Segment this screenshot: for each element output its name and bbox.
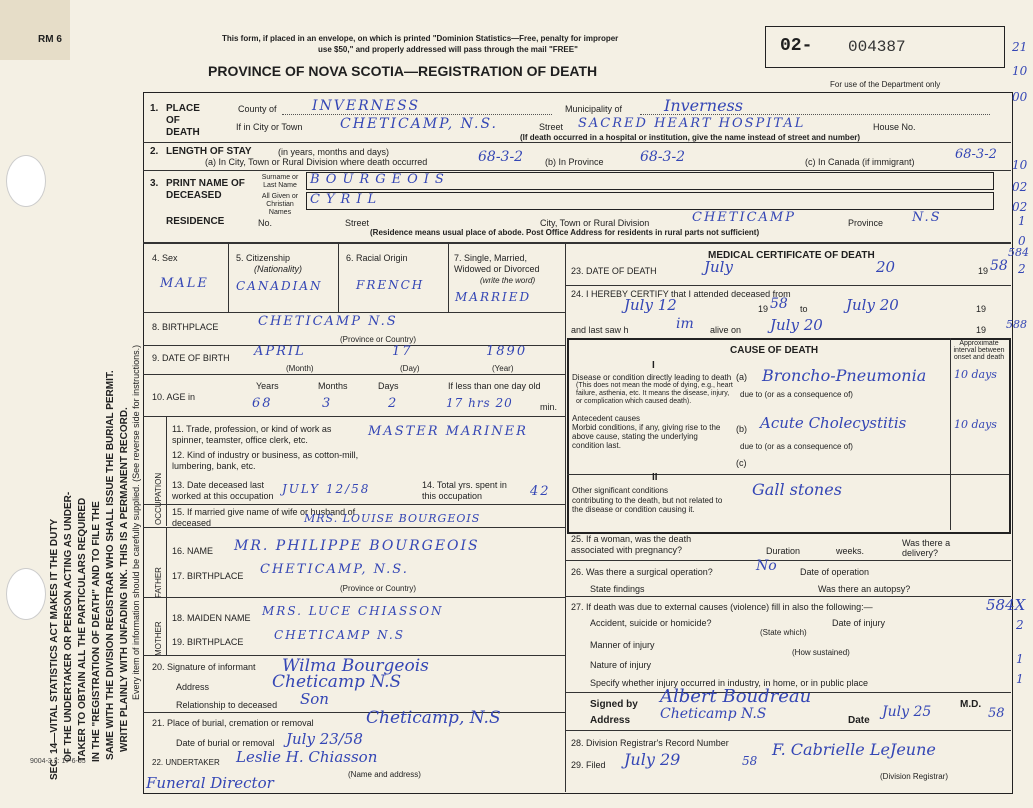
print-code: 9004-3.2: 17-6-55 — [30, 758, 86, 765]
informant-sig: Wilma Bourgeois — [282, 656, 429, 676]
undertaker-value: Leslie H. Chiasson — [236, 748, 378, 766]
birthplace-sub: (Province or Country) — [340, 335, 417, 344]
stay-sub: (in years, months and days) — [278, 147, 390, 157]
date-value: July 25 — [882, 704, 932, 720]
roman-2: II — [652, 472, 658, 483]
cause-title: CAUSE OF DEATH — [730, 345, 819, 356]
torn-corner — [0, 0, 70, 60]
manner-label: Manner of injury — [590, 640, 655, 650]
q13-value: JULY 12/58 — [282, 482, 371, 496]
dept-note: For use of the Department only — [830, 80, 941, 89]
stay-c-value: 68-3-2 — [955, 147, 997, 162]
q28-label: 28. Division Registrar's Record Number — [571, 738, 729, 748]
attended-to: July 20 — [846, 296, 899, 314]
v-sep-1 — [228, 242, 229, 312]
occ-sep — [166, 416, 167, 526]
marital-sub: (write the word) — [480, 276, 536, 285]
attended-from: July 12 — [624, 296, 677, 314]
informant-addr: Cheticamp N.S — [272, 672, 402, 692]
stay-a-value: 68-3-2 — [478, 149, 524, 165]
margin-code-12: 2 — [1016, 618, 1024, 632]
name-number: 3. — [150, 178, 159, 189]
stay-b-value: 68-3-2 — [640, 149, 686, 165]
q29-label: 29. Filed — [571, 760, 606, 770]
nature-label: Nature of injury — [590, 660, 652, 670]
q24-label: 24. I HEREBY CERTIFY that I attended deceased from — [571, 289, 791, 299]
street-value: SACRED HEART HOSPITAL — [578, 116, 806, 131]
city-label: If in City or Town — [236, 122, 303, 132]
mail-notice-2: use $50," and properly addressed will pass through the mail "FREE" — [318, 45, 578, 54]
mother-sep — [166, 597, 167, 655]
county-value: INVERNESS — [312, 98, 421, 114]
registration-number: 004387 — [848, 38, 906, 56]
q14-label: 14. Total yrs. spent in this occupation — [422, 480, 507, 501]
attended-yr2: 19 — [976, 304, 987, 314]
q11-label: 11. Trade, profession, or kind of work as spinner, teamster, office clerk, etc. — [172, 424, 332, 445]
undertaker-sub: (Name and address) — [348, 770, 421, 779]
dob-day-sub: (Day) — [400, 364, 420, 373]
due-to-1: due to (or as a consequence of) — [740, 390, 853, 399]
citizenship-label: 5. Citizenship — [236, 253, 291, 263]
death-year-pre: 19 — [978, 266, 989, 276]
given-box — [306, 192, 994, 210]
divider-2 — [143, 170, 1011, 171]
specify-label: Specify whether injury occurred in industry, in home, or in public place — [590, 678, 868, 688]
q23-label: 23. DATE OF DEATH — [571, 266, 657, 276]
cause-b: Acute Cholecystitis — [760, 414, 907, 432]
sex-label: 4. Sex — [152, 253, 178, 263]
disease-note: (This does not mean the mode of dying, e.g., heart failure, asthenia, etc. It means the disease, injury, or complication which caused death). — [576, 382, 733, 405]
father-bp-sub: (Province or Country) — [340, 584, 417, 593]
occupation-section-label: OCCUPATION — [154, 472, 163, 525]
cause-divider — [567, 474, 1009, 475]
age-hours: 17 hrs 20 — [446, 396, 513, 410]
punch-hole-bottom — [6, 568, 46, 620]
lastsaw-label: and last saw h — [571, 325, 629, 335]
municipality-label: Municipality of — [565, 104, 623, 114]
race-label: 6. Racial Origin — [346, 253, 408, 263]
mother-bp-label: 19. BIRTHPLACE — [172, 637, 244, 647]
place-note: (If death occurred in a hospital or institution, give the name instead of street and number) — [520, 133, 861, 142]
cause-a-interval: 10 days — [954, 368, 997, 381]
age-lessday-label: If less than one day old — [448, 381, 541, 391]
burial-place-label: 21. Place of burial, cremation or removal — [152, 718, 314, 728]
v-sep-2 — [338, 242, 339, 312]
form-code: RM 6 — [38, 34, 62, 45]
county-line — [282, 114, 552, 115]
informant-addr-label: Address — [176, 682, 210, 692]
other-note: contributing to the death, but not related to the disease or condition causing it. — [572, 496, 723, 514]
cause-a: Broncho-Pneumonia — [762, 366, 927, 385]
stay-a-label: (a) In City, Town or Rural Division where death occurred — [205, 157, 428, 167]
signed-label: Signed by — [590, 699, 638, 710]
given-value: CYRIL — [310, 192, 383, 207]
alive-yr: 19 — [976, 325, 987, 335]
age-years: 68 — [252, 396, 273, 411]
q13-label: 13. Date deceased last worked at this occupation — [172, 480, 274, 501]
registration-prefix: 02- — [780, 36, 813, 56]
punch-hole-top — [6, 155, 46, 207]
dob-year-sub: (Year) — [492, 364, 514, 373]
due-to-2: due to (or as a consequence of) — [740, 442, 853, 451]
funeral-director-note: Funeral Director — [146, 774, 274, 792]
dob-label: 9. DATE OF BIRTH — [152, 353, 230, 363]
age-label: 10. AGE in — [152, 392, 196, 402]
divider-m5 — [565, 730, 1011, 731]
marital-value: MARRIED — [455, 290, 532, 304]
age-years-label: Years — [256, 381, 279, 391]
place-label: PLACE OF DEATH — [166, 103, 200, 138]
stay-number: 2. — [150, 146, 159, 157]
q11-value: MASTER MARINER — [368, 424, 528, 439]
antecedent-label: Antecedent causes — [572, 414, 641, 423]
age-months-label: Months — [318, 381, 348, 391]
divider-3 — [143, 242, 1011, 244]
cause-a-label: (a) — [736, 372, 747, 382]
state-which: (State which) — [760, 628, 807, 637]
sex-value: MALE — [160, 276, 209, 291]
divider-m1 — [565, 285, 1011, 286]
residence-label: RESIDENCE — [166, 216, 225, 227]
signer-address: Cheticamp N.S — [660, 706, 767, 722]
age-months: 3 — [322, 396, 333, 411]
side-instruction-7: Every item of information should be carefully supplied. (See reverse side for instructions.) — [131, 344, 141, 700]
margin-code-14: 1 — [1016, 672, 1024, 686]
residence-prov-label: Province — [848, 218, 884, 228]
dob-year: 1890 — [486, 344, 528, 359]
dob-month: APRIL — [254, 344, 306, 359]
antecedent-note: Morbid conditions, if any, giving rise to the above cause, stating the underlying condition last. — [572, 423, 721, 450]
side-instruction-5: SAME WITH THE DIVISION REGISTRAR WHO SHALL ISSUE THE BURIAL PERMIT. — [105, 370, 116, 760]
residence-street-label: Street — [345, 218, 370, 228]
divider-4 — [143, 312, 565, 313]
duration-label: Duration — [766, 546, 801, 556]
divider-10 — [143, 597, 565, 598]
margin-code-10: 588 — [1006, 318, 1027, 331]
other-value: Gall stones — [752, 480, 842, 499]
name-label: PRINT NAME OF DECEASED — [166, 178, 245, 201]
informant-label: 20. Signature of informant — [152, 662, 256, 672]
father-sep — [166, 527, 167, 597]
death-day: 20 — [876, 258, 896, 276]
father-bp: CHETICAMP, N.S. — [260, 562, 409, 577]
burial-place: Cheticamp, N.S — [366, 708, 501, 728]
dob-month-sub: (Month) — [286, 364, 314, 373]
autopsy-label: Was there an autopsy? — [818, 584, 911, 594]
side-instruction-3: TAKER TO OBTAIN ALL THE PARTICULARS REQUIRED — [77, 497, 88, 762]
surname-label: Surname or Last Name — [261, 174, 299, 189]
mother-section-label: MOTHER — [154, 621, 163, 656]
dob-day: 17 — [392, 344, 413, 359]
divider-m2 — [565, 560, 1011, 561]
citizenship-sub: (Nationality) — [254, 264, 303, 274]
attended-year: 58 — [770, 296, 788, 312]
age-days-label: Days — [378, 381, 399, 391]
registrar-signature: F. Cabrielle LeJeune — [772, 740, 936, 759]
q26-label: 26. Was there a surgical operation? — [571, 567, 713, 577]
birthplace-value: CHETICAMP N.S — [258, 314, 398, 329]
margin-code-3: 02 — [1012, 180, 1028, 194]
stay-b-label: (b) In Province — [545, 157, 604, 167]
citizenship-value: CANADIAN — [236, 279, 323, 293]
city-value: CHETICAMP, N.S. — [340, 116, 498, 132]
age-days: 2 — [388, 396, 399, 411]
operation-answer: No — [756, 558, 777, 574]
father-name: MR. PHILIPPE BOURGEOIS — [234, 538, 480, 554]
margin-code-7: 0 — [1018, 234, 1026, 248]
operation-date-label: Date of operation — [800, 567, 870, 577]
mother-bp: CHETICAMP N.S — [274, 628, 405, 642]
divider-9 — [143, 527, 565, 528]
q12-label: 12. Kind of industry or business, as cotton-mill, lumbering, bank, etc. — [172, 450, 359, 471]
margin-code-1: 10 — [1012, 64, 1028, 78]
date-label: Date — [848, 715, 870, 726]
address-label: Address — [590, 715, 631, 726]
stay-label: LENGTH OF STAY — [166, 146, 252, 157]
filed-year: 58 — [742, 754, 758, 768]
burial-date-label: Date of burial or removal — [176, 738, 275, 748]
residence-note: (Residence means usual place of abode. Post Office Address for residents in rural parts not sufficient) — [370, 228, 760, 237]
municipality-value: Inverness — [664, 96, 743, 115]
father-bp-label: 17. BIRTHPLACE — [172, 571, 244, 581]
residence-city: CHETICAMP — [692, 210, 796, 225]
q14-value: 42 — [530, 484, 551, 499]
q15-label: 15. If married give name of wife or husband of deceased — [172, 507, 356, 528]
stay-c-label: (c) In Canada (if immigrant) — [805, 157, 915, 167]
how-sustained: (How sustained) — [792, 648, 850, 657]
cause-b-interval: 10 days — [954, 418, 997, 431]
divider-m3 — [565, 596, 1011, 597]
accident-label: Accident, suicide or homicide? — [590, 618, 712, 628]
side-instruction-4: IN THE "REGISTRATION OF DEATH" AND TO FILE THE — [91, 501, 102, 762]
state-findings-label: State findings — [590, 584, 645, 594]
mother-name: MRS. LUCE CHIASSON — [262, 604, 444, 618]
street-label: Street — [539, 122, 564, 132]
informant-rel-label: Relationship to deceased — [176, 700, 278, 710]
v-sep-3 — [448, 242, 449, 312]
house-label: House No. — [873, 122, 916, 132]
divider-1 — [143, 142, 1011, 143]
death-year: 58 — [990, 258, 1008, 274]
municipality-line — [640, 114, 990, 115]
registrar-sub: (Division Registrar) — [880, 772, 949, 781]
delivery-label: Was there a delivery? — [902, 538, 951, 558]
q15-value: MRS. LOUISE BOURGEOIS — [304, 512, 481, 525]
disease-label: Disease or condition directly leading to death — [572, 373, 732, 382]
interval-sep — [950, 338, 951, 530]
divider-12 — [143, 712, 565, 713]
other-label: Other significant conditions — [572, 486, 669, 495]
q25-label: 25. If a woman, was the death associated with pregnancy? — [571, 534, 692, 555]
cause-c-label: (c) — [736, 458, 747, 468]
filed-date: July 29 — [624, 750, 681, 769]
roman-1: I — [652, 360, 655, 371]
column-divider — [565, 242, 566, 792]
margin-code-13: 1 — [1016, 652, 1024, 666]
side-instruction-1: SEC. 14—VITAL STATISTICS ACT MAKES IT THE DUTY — [49, 518, 60, 780]
q27-label: 27. If death was due to external causes (violence) fill in also the following:— — [571, 602, 873, 612]
margin-code-0: 21 — [1012, 40, 1028, 54]
residence-prov: N.S — [912, 210, 942, 225]
father-section-label: FATHER — [154, 567, 163, 598]
father-name-label: 16. NAME — [172, 546, 214, 556]
form-title: PROVINCE OF NOVA SCOTIA—REGISTRATION OF DEATH — [208, 63, 598, 79]
informant-rel: Son — [300, 690, 329, 708]
weeks-label: weeks. — [836, 546, 865, 556]
alive-label: alive on — [710, 325, 742, 335]
interval-label: Approximate interval between onset and death — [953, 340, 1005, 361]
medical-title: MEDICAL CERTIFICATE OF DEATH — [708, 250, 875, 261]
attended-to-label: to — [800, 304, 808, 314]
age-min: min. — [540, 402, 558, 412]
undertaker-label: 22. UNDERTAKER — [152, 758, 220, 767]
lastsaw-value: im — [676, 316, 694, 332]
place-number: 1. — [150, 103, 159, 114]
county-label: County of — [238, 104, 277, 114]
residence-city-label: City, Town or Rural Division — [540, 218, 650, 228]
margin-code-5: 02 — [1012, 200, 1028, 214]
divider-6 — [143, 374, 565, 375]
mail-notice-1: This form, if placed in an envelope, on which is printed "Dominion Statistics—Free, penalty for improper — [222, 34, 619, 43]
race-value: FRENCH — [356, 278, 425, 292]
injury-date-label: Date of injury — [832, 618, 886, 628]
death-month: July — [704, 258, 733, 276]
residence-no-label: No. — [258, 218, 273, 228]
margin-code-6: 1 — [1018, 214, 1026, 228]
signer-value: Albert Boudreau — [660, 686, 812, 707]
side-instruction-6: WRITE PLAINLY WITH UNFADING INK. THIS IS A PERMANENT RECORD. — [119, 407, 130, 752]
md-label: M.D. — [960, 699, 982, 710]
margin-code-4: 10 — [1012, 158, 1028, 172]
divider-8 — [143, 504, 565, 505]
cause-b-label: (b) — [736, 424, 747, 434]
margin-code-9: 2 — [1018, 262, 1026, 276]
divider-7 — [143, 416, 565, 417]
mother-name-label: 18. MAIDEN NAME — [172, 613, 251, 623]
given-label: All Given or Christian Names — [261, 193, 299, 216]
attended-mid: 19 — [758, 304, 769, 314]
date-year: 58 — [988, 706, 1005, 721]
margin-code-11: 584X — [986, 596, 1026, 614]
margin-code-8: 584 — [1008, 246, 1029, 259]
birthplace-label: 8. BIRTHPLACE — [152, 322, 219, 332]
margin-code-2: 00 — [1012, 90, 1028, 104]
alive-value: July 20 — [770, 316, 823, 334]
marital-label: 7. Single, Married, Widowed or Divorced — [454, 253, 540, 274]
surname-value: BOURGEOIS — [310, 172, 450, 187]
burial-date: July 23/58 — [286, 730, 363, 748]
side-instruction-2: OF THE UNDERTAKER OR PERSON ACTING AS UNDER- — [63, 491, 74, 762]
